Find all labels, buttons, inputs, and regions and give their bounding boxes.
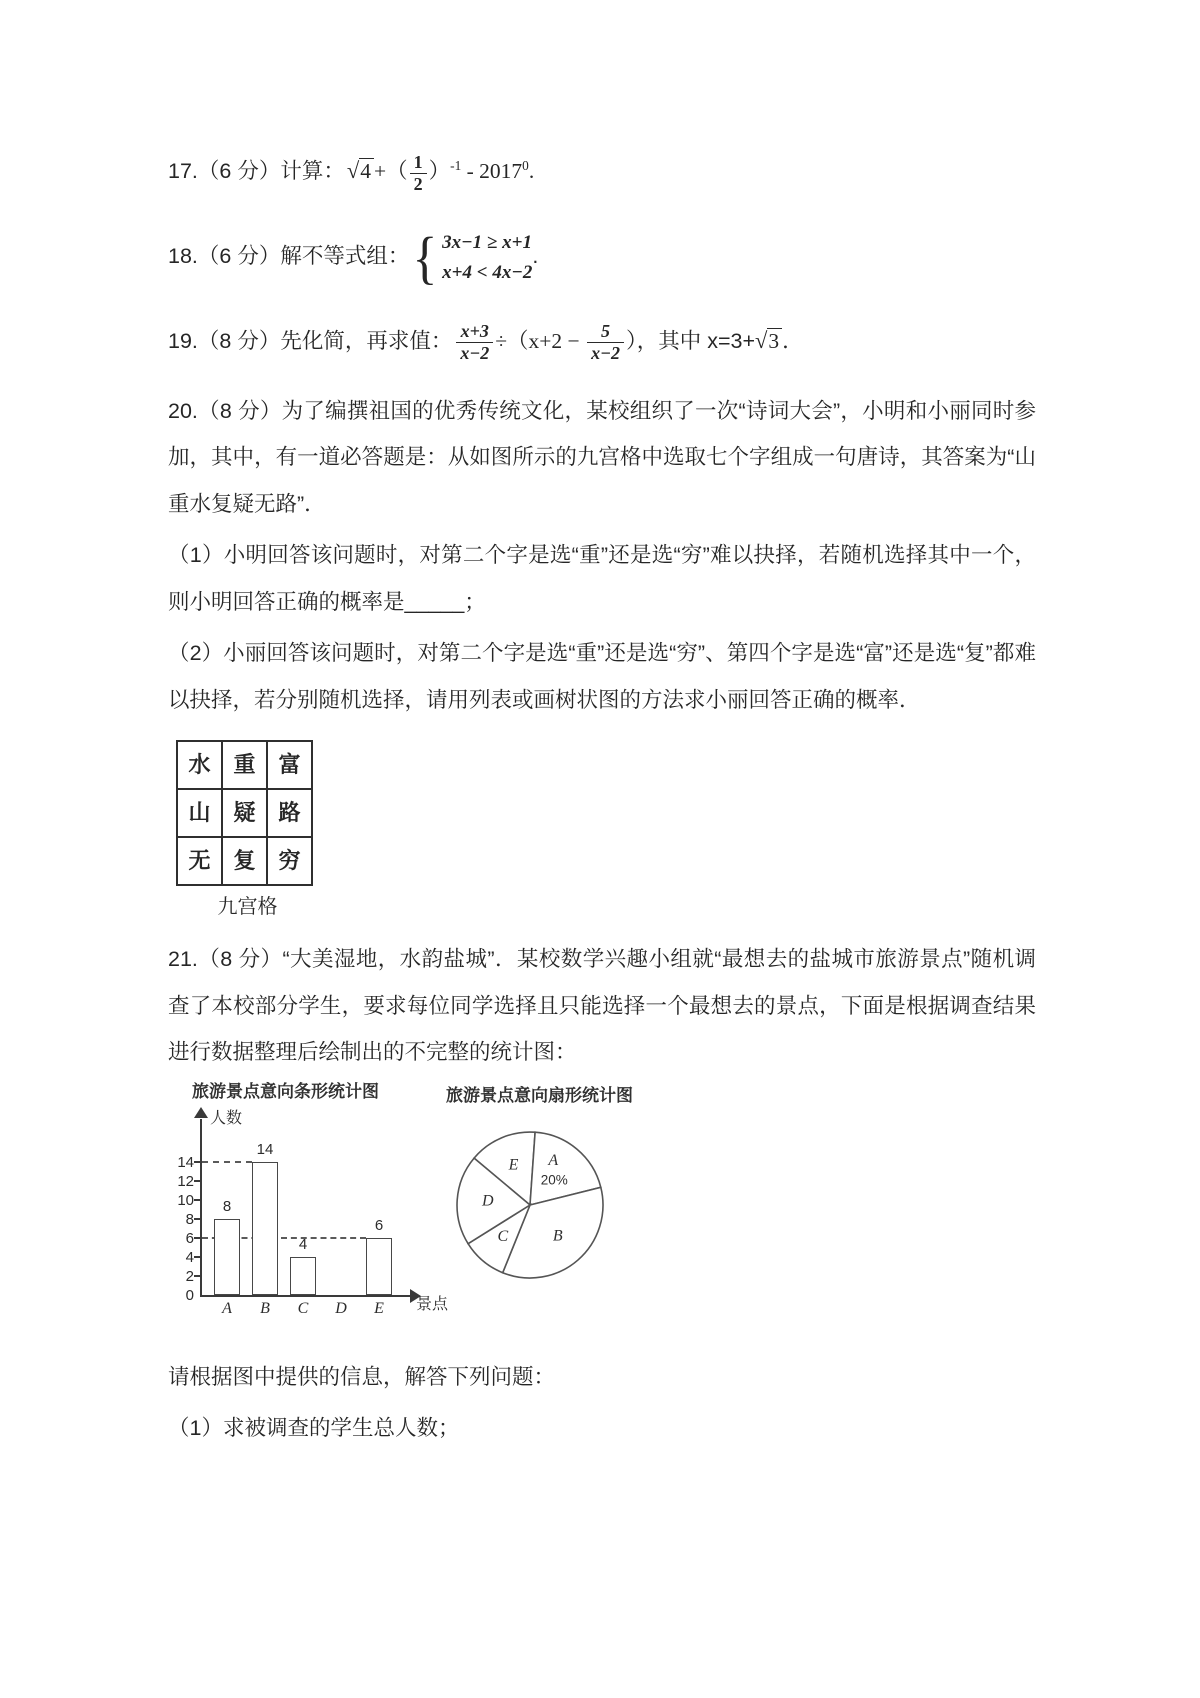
radical-sign: √ [755,328,768,354]
y-axis-label: 人数 [210,1109,243,1127]
y-tick-label-14: 14 [177,1153,194,1171]
grid-cell: 无 [177,837,222,885]
bar-value-A: 8 [222,1197,232,1215]
x-axis-label: 景点 [416,1295,449,1313]
problem-17-formula: √4 +（ $\frac{1}{2}$ ）$^{-1}$ - 2017$^0$. [346,152,535,194]
y-tick-mark [194,1218,200,1220]
y-tick-label-0: 0 [185,1286,194,1304]
pie-percent-label-A: 20% [540,1171,568,1187]
sqrt-4: √4 [347,159,374,183]
problem-17 [168,142,1036,204]
system-brace: { [412,224,438,290]
grid-cell: 穷 [267,837,312,885]
pie-chart-title: 旅游景点意向扇形统计图 [446,1086,633,1106]
grid-cell: 水 [177,741,222,789]
exam-content [168,142,1036,1456]
fraction-5-x2: $\frac{5}{x-2}$ [587,321,624,363]
grid-cell: 路 [267,789,312,837]
problem-19-label: 19.（8 分）先化简，再求值： [168,329,453,354]
problem-20-item-2: （2）小丽回答该问题时，对第二个字是选“重”还是选“穷”、第四个字是选“富”还是选“复”都难以抉择，若分别随机选择，请用列表或画树状图的方法求小丽回答正确的概率． [168,640,1036,712]
bar-C [290,1257,316,1295]
radical-sign: √ [346,158,360,184]
y-tick-label-6: 6 [185,1229,194,1247]
y-tick-mark [194,1256,200,1258]
bar-category-E: E [374,1299,384,1317]
pie-chart [430,1086,670,1323]
grid-cell: 疑 [222,789,267,837]
inequality-2: x+4 < 4x−2 [442,261,533,283]
problem-20-text: 20.（8 分）为了编撰祖国的优秀传统文化，某校组织了一次“诗词大会”，小明和小丽同时参加，其中，有一道必答题是：从如图所示的九宫格中选取七个字组成一句唐诗，其答案为“山重水复疑无路”． [168,398,1036,517]
y-tick-mark [194,1180,200,1182]
bar-value-C: 4 [298,1235,308,1253]
y-tick-mark [194,1161,200,1163]
problem-21-note: 请根据图中提供的信息，解答下列问题： [168,1365,556,1390]
bar-category-A: A [222,1299,232,1317]
nine-grid-caption: 九宫格 [217,895,278,918]
y-tick-label-8: 8 [185,1210,194,1228]
bar-B [252,1162,278,1295]
fraction-one-half: $\frac{1}{2}$ [410,152,427,194]
bar-A [214,1219,240,1295]
grid-cell: 重 [222,741,267,789]
y-tick-label-4: 4 [185,1248,194,1266]
grid-cell: 富 [267,741,312,789]
statistics-charts [162,1082,1036,1350]
y-tick-label-12: 12 [177,1172,194,1190]
y-tick-mark [194,1275,200,1277]
problem-18-label: 18.（6 分）解不等式组： [168,244,410,269]
bar-chart-title: 旅游景点意向条形统计图 [192,1082,379,1102]
bar-E [366,1238,392,1295]
bar-category-B: B [260,1299,270,1317]
sqrt-3: √3 [755,329,782,353]
pie-chart-svg [430,1107,640,1307]
problem-19: 19.（8 分）先化简，再求值： $\frac{x+3}{x-2}$ ÷（x+2 − $\frac{5}{x-2}$ ），其中 x=3+√3 ． [168,321,804,363]
nine-grid-table [176,740,313,886]
pie-label-C: C [497,1227,509,1245]
bar-value-B: 14 [256,1140,274,1158]
y-tick-mark [194,1199,200,1201]
fraction-x3-x2: $\frac{x+3}{x-2}$ [456,321,493,363]
pie-label-A: A [548,1151,559,1169]
bar-category-C: C [297,1299,309,1317]
inequality-system [411,224,533,290]
pie-label-D: D [482,1192,494,1210]
problem-21-question-1: （1）求被调查的学生总人数； [168,1416,460,1441]
dashed-guide-14 [202,1161,252,1163]
grid-cell: 山 [177,789,222,837]
exponent: -1 [450,157,462,173]
problem-20-item-1: （1）小明回答该问题时，对第二个字是选“重”还是选“穷”难以抉择，若随机选择其中一个，则小明回答正确的概率是_____； [168,543,1036,615]
pie-label-B: B [552,1227,563,1245]
y-tick-mark [194,1237,200,1239]
y-axis-arrow-icon [194,1107,208,1118]
y-tick-label-2: 2 [185,1267,194,1285]
y-tick-label-10: 10 [177,1191,194,1209]
exponent-zero: 0 [522,157,529,173]
grid-cell: 复 [222,837,267,885]
problem-21-text: 21.（8 分）“大美湿地，水韵盐城”．某校数学兴趣小组就“最想去的盐城市旅游景点”随机调查了本校部分学生，要求每位同学选择且只能选择一个最想去的景点，下面是根据调查结果进行数据整理后绘制出的不完整的统计图： [168,946,1036,1065]
problem-17-label: 17.（6 分）计算： [168,159,345,184]
problem-18: 18.（6 分）解不等式组： { 3x−1 ≥ x+1 x+4 < 4x−2 . [168,224,539,290]
inequality-1: 3x−1 ≥ x+1 [442,232,532,254]
bar-category-D: D [335,1299,347,1317]
y-axis-line [200,1119,202,1297]
bar-value-E: 6 [374,1216,384,1234]
pie-label-E: E [508,1156,519,1174]
x-axis-line [200,1295,412,1297]
